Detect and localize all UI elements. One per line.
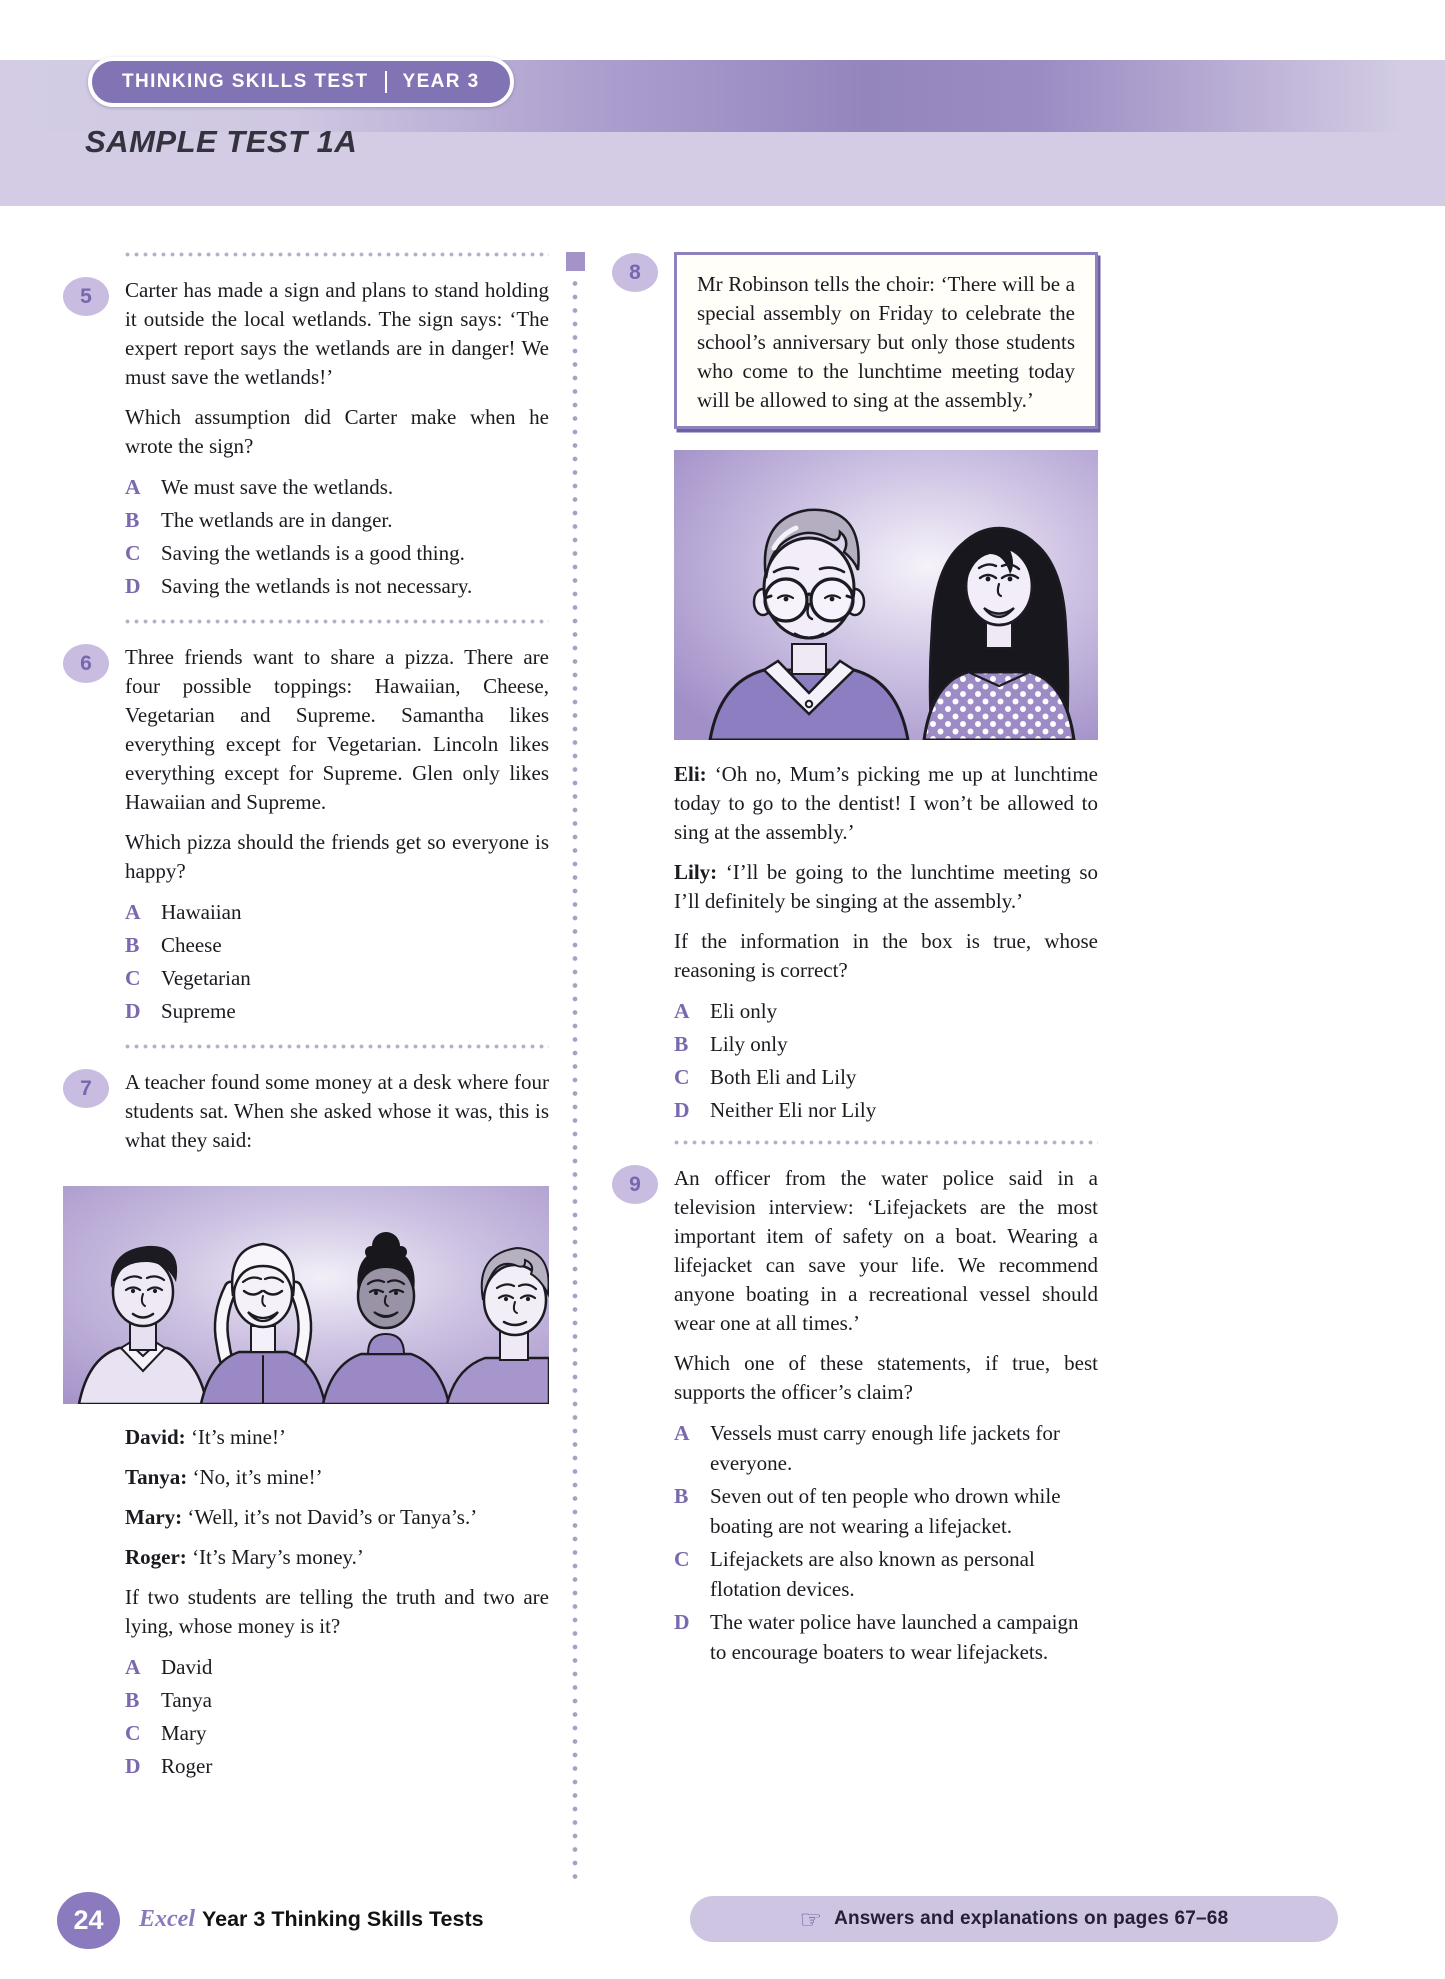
question-text: An officer from the water police said in a television interview: ‘Lifejackets are the most important item of safety on a boat. Wearing a lifejacket can save your life. We recommend anyone boating in a recreational vessel should wear one at all times.’ (674, 1166, 1098, 1335)
book-title-line (139, 1906, 484, 1933)
dialogue-line-eli (674, 760, 1098, 847)
divider-dotted-line (572, 280, 578, 1886)
badge-year: YEAR 3 (402, 71, 480, 92)
option-letter: D (674, 1610, 690, 1634)
speaker-quote: ‘It’s mine!’ (190, 1425, 286, 1449)
option-letter: C (674, 1065, 690, 1089)
dotted-separator (125, 252, 549, 257)
question-number: 7 (80, 1076, 92, 1100)
option-letter: D (125, 999, 141, 1023)
speaker-name: Eli: (674, 762, 707, 786)
dotted-separator (125, 619, 549, 624)
speaker-quote: ‘Oh no, Mum’s picking me up at lunchtime today to go to the dentist! I won’t be allowed to sing at the assembly.’ (674, 762, 1098, 844)
option-letter: A (125, 900, 141, 924)
option-letter: C (125, 1721, 141, 1745)
four-students-illustration (63, 1186, 549, 1404)
question-5 (63, 276, 549, 604)
option-d (125, 571, 549, 601)
speaker-quote: ‘I’ll be going to the lunchtime meeting so I’ll definitely be singing at the assembly.’ (674, 860, 1098, 913)
option-text: We must save the wetlands. (161, 475, 394, 499)
speaker-name: Roger: (125, 1545, 187, 1569)
option-text: Lily only (710, 1032, 788, 1056)
speaker-name: Mary: (125, 1505, 183, 1529)
option-letter: A (674, 999, 690, 1023)
option-letter: B (674, 1484, 689, 1508)
option-b (674, 1481, 1098, 1541)
speaker-name: Lily: (674, 860, 718, 884)
option-d (674, 1095, 1098, 1125)
pointing-hand-icon: ☞ (799, 1904, 823, 1934)
option-letter: C (125, 966, 141, 990)
option-c (674, 1544, 1098, 1604)
left-column (63, 252, 549, 1784)
test-title-badge (88, 57, 514, 107)
right-column (612, 252, 1098, 1670)
option-d (674, 1607, 1098, 1667)
option-text: David (161, 1655, 213, 1679)
dotted-separator (674, 1140, 1098, 1145)
question-number-badge (63, 277, 109, 316)
divider-square-marker (566, 252, 585, 271)
option-letter: D (125, 1754, 141, 1778)
option-letter: D (125, 574, 141, 598)
dialogue-line-roger (125, 1543, 549, 1572)
option-letter: A (125, 1655, 141, 1679)
option-text: Saving the wetlands is not necessary. (161, 574, 473, 598)
book-title: Year 3 Thinking Skills Tests (201, 1907, 484, 1931)
question-number-badge (612, 1165, 658, 1204)
question-prompt: If the information in the box is true, whose reasoning is correct? (674, 929, 1098, 982)
speaker-quote: ‘It’s Mary’s money.’ (192, 1545, 364, 1569)
statement-box-text: Mr Robinson tells the choir: ‘There will be a special assembly on Friday to celebrate the school’s anniversary but only those students who come to the lunchtime meeting today will be allowed to sing at the assembly.’ (697, 272, 1075, 412)
eli-and-lily-illustration (674, 450, 1098, 740)
speaker-quote: ‘Well, it’s not David’s or Tanya’s.’ (187, 1505, 478, 1529)
option-letter: B (125, 933, 140, 957)
option-a (125, 472, 549, 502)
option-letter: C (674, 1547, 690, 1571)
question-number: 8 (629, 260, 641, 284)
question-prompt: Which assumption did Carter make when he wrote the sign? (125, 405, 549, 458)
option-letter: A (674, 1421, 690, 1445)
option-text: Cheese (161, 933, 222, 957)
option-text: Mary (161, 1721, 207, 1745)
question-number: 5 (80, 284, 92, 308)
question-prompt: Which one of these statements, if true, best supports the officer’s claim? (674, 1351, 1098, 1404)
column-divider (565, 252, 585, 1886)
option-c (125, 963, 549, 993)
answers-reference-pill (690, 1896, 1338, 1942)
option-text: Saving the wetlands is a good thing. (161, 541, 465, 565)
page-number-badge (57, 1892, 120, 1949)
badge-label: THINKING SKILLS TEST (122, 71, 369, 92)
option-text: Neither Eli nor Lily (710, 1098, 877, 1122)
option-a (674, 1418, 1098, 1478)
brand-name: Excel (139, 1906, 195, 1932)
option-a (125, 1652, 549, 1682)
dialogue-line-david (125, 1423, 549, 1452)
question-number: 9 (629, 1172, 641, 1196)
option-b (125, 930, 549, 960)
question-text: Three friends want to share a pizza. There are four possible toppings: Hawaiian, Cheese, Vegetarian and Supreme. Samantha likes everything except for Vegetarian. Lincoln likes everything except for Supreme. Glen only likes Hawaiian and Supreme. (125, 645, 549, 814)
option-text: Vegetarian (161, 966, 251, 990)
option-letter: C (125, 541, 141, 565)
option-text: Lifejackets are also known as personal flotation devices. (710, 1547, 1035, 1601)
question-9 (612, 1164, 1098, 1670)
page-header-band (0, 60, 1445, 206)
question-number: 6 (80, 651, 92, 675)
option-text: Seven out of ten people who drown while boating are not wearing a lifejacket. (710, 1484, 1061, 1538)
dialogue-line-lily (674, 858, 1098, 916)
question-7 (63, 1068, 549, 1781)
option-text: Eli only (710, 999, 778, 1023)
option-a (674, 996, 1098, 1026)
option-letter: A (125, 475, 141, 499)
options-list (125, 897, 549, 1026)
option-c (125, 538, 549, 568)
question-prompt: If two students are telling the truth and two are lying, whose money is it? (125, 1585, 549, 1638)
question-8 (612, 252, 1098, 1125)
option-c (674, 1062, 1098, 1092)
option-letter: B (125, 1688, 140, 1712)
dotted-separator (125, 1044, 549, 1049)
option-d (125, 1751, 549, 1781)
option-text: Tanya (161, 1688, 213, 1712)
speaker-name: David: (125, 1425, 186, 1449)
page-number: 24 (73, 1905, 104, 1935)
option-b (674, 1029, 1098, 1059)
option-text: The water police have launched a campaign to encourage boaters to wear lifejackets. (710, 1610, 1079, 1664)
option-text: Supreme (161, 999, 236, 1023)
options-list (125, 1652, 549, 1781)
speaker-name: Tanya: (125, 1465, 188, 1489)
question-text: Carter has made a sign and plans to stand holding it outside the local wetlands. The sign says: ‘The expert report says the wetlands are in danger! We must save the wetlands!’ (125, 278, 549, 389)
question-6 (63, 643, 549, 1029)
question-text: A teacher found some money at a desk where four students sat. When she asked whose it was, this is what they said: (125, 1070, 549, 1152)
option-letter: B (125, 508, 140, 532)
option-c (125, 1718, 549, 1748)
options-list (125, 472, 549, 601)
option-a (125, 897, 549, 927)
option-letter: B (674, 1032, 689, 1056)
options-list (674, 1418, 1098, 1667)
page-footer (0, 1890, 1445, 1952)
option-text: Vessels must carry enough life jackets for everyone. (710, 1421, 1060, 1475)
statement-box (674, 252, 1098, 429)
question-prompt: Which pizza should the friends get so everyone is happy? (125, 830, 549, 883)
answers-reference-text: Answers and explanations on pages 67–68 (834, 1908, 1229, 1929)
dialogue-line-mary (125, 1503, 549, 1532)
option-text: Both Eli and Lily (710, 1065, 857, 1089)
question-number-badge (63, 644, 109, 683)
option-text: Hawaiian (161, 900, 242, 924)
question-number-badge (63, 1069, 109, 1108)
options-list (674, 996, 1098, 1125)
option-b (125, 1685, 549, 1715)
option-text: Roger (161, 1754, 213, 1778)
option-text: The wetlands are in danger. (161, 508, 393, 532)
dialogue-line-tanya (125, 1463, 549, 1492)
option-b (125, 505, 549, 535)
option-d (125, 996, 549, 1026)
question-number-badge (612, 253, 658, 292)
page-title: SAMPLE TEST 1A (85, 124, 358, 159)
speaker-quote: ‘No, it’s mine!’ (192, 1465, 323, 1489)
badge-separator-bar (385, 71, 387, 93)
option-letter: D (674, 1098, 690, 1122)
